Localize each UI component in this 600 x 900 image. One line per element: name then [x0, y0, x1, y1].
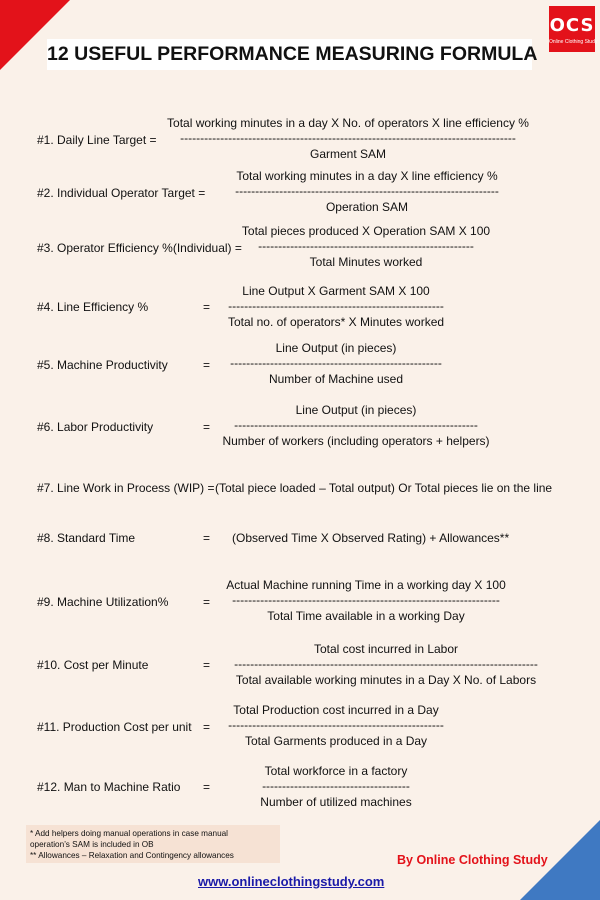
formula-1-bar: ------------------------------------------------------------------------------------	[180, 131, 516, 145]
formula-9-numerator: Actual Machine running Time in a working day X 100	[226, 578, 506, 592]
formula-1-numerator: Total working minutes in a day X No. of operators X line efficiency %	[167, 116, 529, 130]
formula-6-equals: =	[203, 420, 211, 434]
formula-10-label: #10. Cost per Minute	[37, 658, 149, 672]
formula-12-label: #12. Man to Machine Ratio	[37, 780, 181, 794]
formula-12-bar: -------------------------------------	[262, 779, 410, 793]
formula-12-numerator: Total workforce in a factory	[264, 764, 408, 778]
formula-2-bar: ------------------------------------------------------------------	[235, 184, 499, 198]
formula-4-label: #4. Line Efficiency %	[37, 300, 149, 314]
formula-6-denominator: Number of workers (including operators + helpers)	[222, 434, 490, 448]
formula-12-denominator: Number of utilized machines	[260, 795, 412, 809]
formula-11-label: #11. Production Cost per unit	[37, 720, 192, 734]
formula-1-fraction	[166, 115, 530, 162]
formula-4-denominator: Total no. of operators* X Minutes worked	[227, 315, 445, 329]
formula-2-label: #2. Individual Operator Target =	[37, 186, 206, 200]
formula-12-equals: =	[203, 780, 211, 794]
formula-1-label: #1. Daily Line Target =	[37, 133, 157, 147]
page-title: 12 USEFUL PERFORMANCE MEASURING FORMULA	[47, 39, 532, 70]
formula-10-equals: =	[203, 658, 211, 672]
formula-5-equals: =	[203, 358, 211, 372]
formula-9-equals: =	[203, 595, 211, 609]
formula-3-bar: ------------------------------------------------------	[258, 239, 474, 253]
formula-7-expression: (Total piece loaded – Total output) Or Total pieces lie on the line	[215, 481, 553, 495]
ocs-logo	[549, 6, 598, 52]
formula-9-denominator: Total Time available in a working Day	[267, 609, 465, 623]
formula-7-label: #7. Line Work in Process (WIP) =	[37, 481, 215, 495]
formula-6-label: #6. Labor Productivity	[37, 420, 154, 434]
formula-6-bar: -------------------------------------------------------------	[234, 418, 478, 432]
footnote-line-3: ** Allowances – Relaxation and Contingency allowances	[30, 851, 234, 860]
formula-4-numerator: Line Output X Garment SAM X 100	[242, 284, 430, 298]
logo-subtitle: Online Clothing Study	[549, 39, 598, 45]
formula-11-equals: =	[203, 720, 211, 734]
website-link[interactable]: www.onlineclothingstudy.com	[198, 874, 385, 889]
formula-3-denominator: Total Minutes worked	[309, 255, 423, 269]
formula-9-fraction	[216, 577, 516, 624]
formula-2-numerator: Total working minutes in a day X line efficiency %	[236, 169, 498, 183]
footnote-line-2: operation’s SAM is included in OB	[30, 840, 154, 849]
formula-1-denominator: Garment SAM	[309, 147, 387, 161]
formula-2-denominator: Operation SAM	[325, 200, 409, 214]
formula-11-bar: ------------------------------------------------------	[228, 718, 444, 732]
formula-10-fraction	[226, 641, 546, 688]
formula-9-bar: -------------------------------------------------------------------	[232, 593, 500, 607]
logo-mark: OCS	[549, 15, 595, 36]
formula-3-label: #3. Operator Efficiency %(Individual) =	[37, 241, 242, 255]
formula-8-label: #8. Standard Time	[37, 531, 136, 545]
footnotes	[26, 825, 280, 863]
formula-12-fraction	[236, 763, 436, 810]
formula-3-numerator: Total pieces produced X Operation SAM X 100	[241, 224, 491, 238]
formula-10-denominator: Total available working minutes in a Day X No. of Labors	[235, 673, 537, 687]
formula-6-numerator: Line Output (in pieces)	[295, 403, 417, 417]
formula-8-equals: =	[203, 531, 211, 545]
formula-5-fraction	[226, 340, 446, 387]
formula-4-equals: =	[203, 300, 211, 314]
formula-4-bar: ------------------------------------------------------	[228, 299, 444, 313]
formula-5-bar: -----------------------------------------------------	[230, 356, 442, 370]
formula-2-fraction	[222, 168, 512, 215]
formula-11-numerator: Total Production cost incurred in a Day	[233, 703, 439, 717]
byline: By Online Clothing Study	[397, 853, 548, 867]
formula-6-fraction	[216, 402, 496, 449]
formula-3-fraction	[241, 223, 491, 270]
formula-11-denominator: Total Garments produced in a Day	[244, 734, 428, 748]
formula-9-label: #9. Machine Utilization%	[37, 595, 169, 609]
formula-10-numerator: Total cost incurred in Labor	[313, 642, 459, 656]
footnote-line-1: * Add helpers doing manual operations in case manual	[30, 829, 228, 838]
formula-4-fraction	[216, 283, 456, 330]
formula-10-bar: ----------------------------------------------------------------------------	[234, 657, 538, 671]
formula-5-denominator: Number of Machine used	[268, 372, 404, 386]
formula-5-label: #5. Machine Productivity	[37, 358, 168, 372]
formula-5-numerator: Line Output (in pieces)	[275, 341, 397, 355]
formula-11-fraction	[216, 702, 456, 749]
formula-8-expression: (Observed Time X Observed Rating) + Allowances**	[232, 531, 510, 545]
